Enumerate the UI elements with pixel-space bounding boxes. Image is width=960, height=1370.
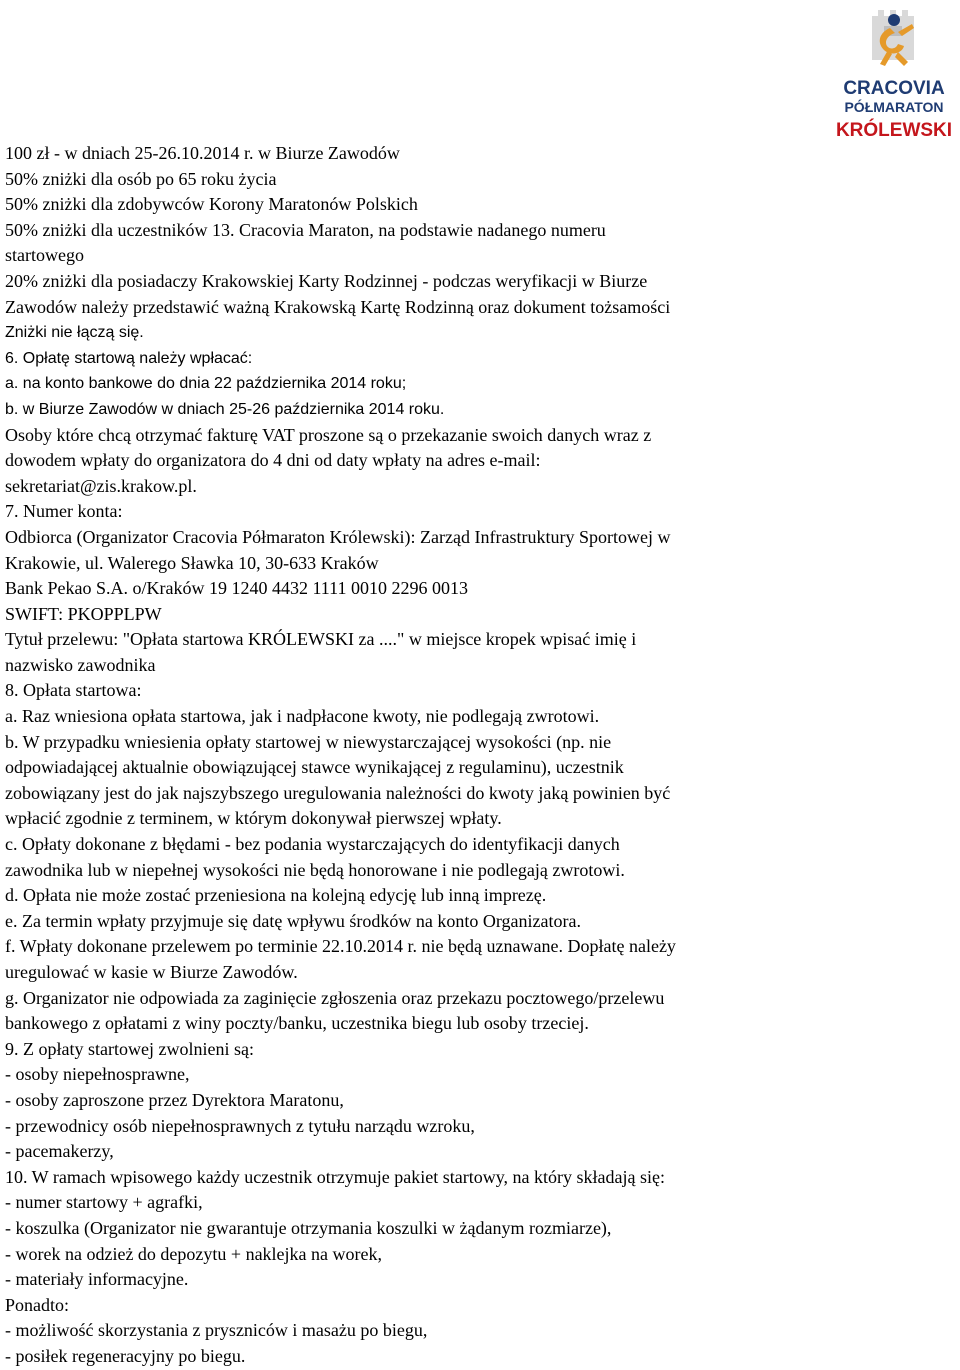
list-item: - posiłek regeneracyjny po biegu. <box>5 1345 246 1366</box>
list-item: - worek na odzież do depozytu + naklejka na worek, <box>5 1243 383 1264</box>
list-item: - koszulka (Organizator nie gwarantuje otrzymania koszulki w żądanym rozmiarze), <box>5 1217 612 1238</box>
section-heading: 9. Z opłaty startowej zwolnieni są: <box>5 1038 254 1059</box>
document-body <box>5 141 865 1370</box>
text-line: 50% zniżki dla osób po 65 roku życia <box>5 168 277 189</box>
section-heading: 6. Opłatę startową należy wpłacać: <box>5 349 253 367</box>
text-line: odpowiadającej aktualnie obowiązującej stawce wynikającej z regulaminu), uczestnik <box>5 757 624 778</box>
list-item: - osoby niepełnosprawne, <box>5 1064 190 1085</box>
list-item: b. w Biurze Zawodów w dniach 25-26 października 2014 roku. <box>5 400 445 418</box>
list-item: f. Wpłaty dokonane przelewem po terminie 22.10.2014 r. nie będą uznawane. Dopłatę należy <box>5 936 676 957</box>
list-item: - numer startowy + agrafki, <box>5 1192 203 1213</box>
text-line: 50% zniżki dla uczestników 13. Cracovia Maraton, na podstawie nadanego numeru <box>5 219 606 240</box>
list-item: d. Opłata nie może zostać przeniesiona na kolejną edycję lub inną imprezę. <box>5 885 547 906</box>
list-item: a. Raz wniesiona opłata startowa, jak i nadpłacone kwoty, nie podlegają zwrotowi. <box>5 706 600 727</box>
list-item: e. Za termin wpłaty przyjmuje się datę wpływu środków na konto Organizatora. <box>5 910 582 931</box>
text-line: 100 zł - w dniach 25-26.10.2014 r. w Biurze Zawodów <box>5 143 400 163</box>
text-line: Krakowie, ul. Walerego Sławka 10, 30-633 Kraków <box>5 552 379 573</box>
section-heading: 7. Numer konta: <box>5 501 123 522</box>
section-heading: 8. Opłata startowa: <box>5 680 142 701</box>
swift-code-text: SWIFT: PKOPPLPW <box>5 603 162 624</box>
list-item: a. na konto bankowe do dnia 22 października 2014 roku; <box>5 375 407 393</box>
list-item: - pacemakerzy, <box>5 1141 114 1162</box>
text-line: bankowego z opłatami z winy poczty/banku, uczestnika biegu lub osoby trzeciej. <box>5 1013 589 1034</box>
cracovia-polmaraton-logo <box>832 2 956 142</box>
list-item: - materiały informacyjne. <box>5 1269 189 1290</box>
list-item: - możliwość skorzystania z pryszniców i masażu po biegu, <box>5 1320 428 1341</box>
list-item: g. Organizator nie odpowiada za zaginięcie zgłoszenia oraz przekazu pocztowego/przelewu <box>5 987 665 1008</box>
text-line: Zniżki nie łączą się. <box>5 324 144 342</box>
list-item: - osoby zaproszone przez Dyrektora Maratonu, <box>5 1089 344 1110</box>
list-item: b. W przypadku wniesienia opłaty startowej w niewystarczającej wysokości (np. nie <box>5 731 612 752</box>
text-line: zobowiązany jest do jak najszybszego uregulowania należności do kwoty jaką powinien być <box>5 782 671 803</box>
text-line: Ponadto: <box>5 1294 70 1315</box>
text-line: zawodnika lub w niepełnej wysokości nie będą honorowane i nie podlegają zwrotowi. <box>5 859 625 880</box>
list-item: - przewodnicy osób niepełnosprawnych z tytułu narządu wzroku, <box>5 1115 475 1136</box>
text-line: startowego <box>5 245 84 266</box>
text-line: nazwisko zawodnika <box>5 654 156 675</box>
text-line: 20% zniżki dla posiadaczy Krakowskiej Karty Rodzinnej - podczas weryfikacji w Biurze <box>5 270 648 291</box>
logo-name-line2: PÓŁMARATON <box>844 99 944 115</box>
section-heading: 10. W ramach wpisowego każdy uczestnik otrzymuje pakiet startowy, na który składają się: <box>5 1166 665 1187</box>
text-line: wpłacić zgodnie z terminem, w którym dokonywał pierwszej wpłaty. <box>5 808 502 829</box>
text-line: Osoby które chcą otrzymać fakturę VAT proszone są o przekazanie swoich danych wraz z <box>5 424 652 445</box>
text-line: uregulować w kasie w Biurze Zawodów. <box>5 962 298 982</box>
text-line: dowodem wpłaty do organizatora do 4 dni od daty wpłaty na adres e-mail: <box>5 450 541 471</box>
logo-name-line1: CRACOVIA <box>843 78 945 99</box>
list-item: c. Opłaty dokonane z błędami - bez podania wystarczających do identyfikacji danych <box>5 834 620 855</box>
text-line: Tytuł przelewu: "Opłata startowa KRÓLEWSKI za ...." w miejsce kropek wpisać imię i <box>5 629 637 650</box>
bank-account-text: Bank Pekao S.A. o/Kraków 19 1240 4432 1111 0010 2296 0013 <box>5 578 468 599</box>
logo-graphic <box>832 2 956 142</box>
text-line: Odbiorca (Organizator Cracovia Półmaraton Królewski): Zarząd Infrastruktury Sportowej w <box>5 526 671 547</box>
email-text: sekretariat@zis.krakow.pl. <box>5 475 197 496</box>
text-line: Zawodów należy przedstawić ważną Krakowską Kartę Rodzinną oraz dokument tożsamości <box>5 296 671 317</box>
logo-name-line3: KRÓLEWSKI <box>835 120 953 141</box>
text-line: 50% zniżki dla zdobywców Korony Maratonów Polskich <box>5 194 418 215</box>
